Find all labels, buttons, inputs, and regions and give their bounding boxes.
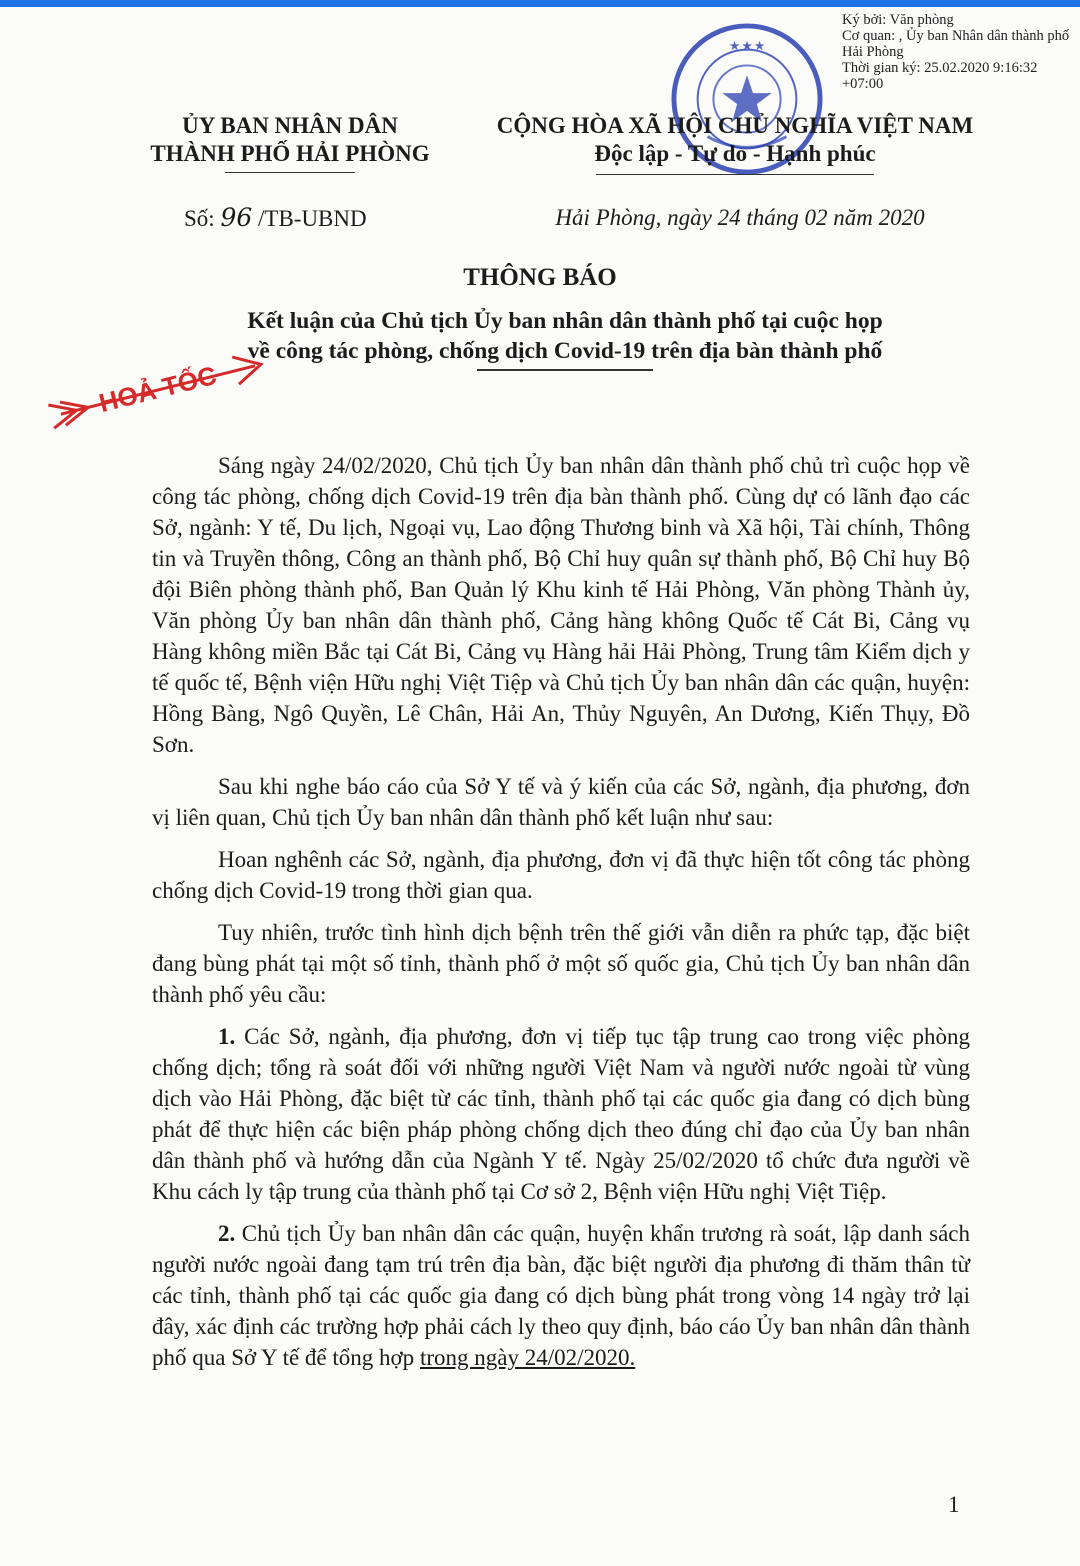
stamp-text: HOẢ TỐC <box>95 359 220 419</box>
doc-number-prefix: Số: <box>184 206 215 231</box>
nation-line2: Độc lập - Tự do - Hạnh phúc <box>594 141 876 166</box>
item2-deadline: trong ngày 24/02/2020. <box>419 1345 636 1370</box>
subtitle-divider <box>477 369 653 371</box>
item2-number: 2. <box>218 1221 236 1246</box>
item1-text: Các Sở, ngành, địa phương, đơn vị tiếp tục tập trung cao trong việc phòng chống dịch; tổng rà soát đối với những người Việt Nam và người nước ngoài từ vùng dịch vào Hải Phòng, đặc biệt từ các tỉnh, thành phố tại các quốc gia đang có dịch bùng phát để thực hiện các biện pháp phòng chống dịch theo đúng chỉ đạo của Ủy ban nhân dân thành phố và hướng dẫn của Ngành Y tế. Ngày 25/02/2020 tổ chức đưa người về Khu cách ly tập trung của thành phố tại Cơ sở 2, Bệnh viện Hữu nghị Việt Tiệp. <box>152 1024 970 1204</box>
subtitle-line2: về công tác phòng, chống dịch Covid-19 trên địa bàn thành phố <box>247 338 883 364</box>
paragraph-commendation: Hoan nghênh các Sở, ngành, địa phương, đơn vị đã thực hiện tốt công tác phòng chống dịch Covid-19 trong thời gian qua. <box>152 847 970 903</box>
issuing-agency <box>130 112 450 173</box>
svg-text:★ ★ ★: ★ ★ ★ <box>729 40 765 53</box>
document-number <box>184 203 367 232</box>
signature-signer: Ký bởi: Văn phòng <box>842 12 954 28</box>
national-motto <box>470 112 1000 175</box>
paragraph-attendees: Sáng ngày 24/02/2020, Chủ tịch Ủy ban nhân dân thành phố chủ trì cuộc họp về công tác phòng, chống dịch Covid-19 trên địa bàn thành phố. Cùng dự có lãnh đạo các Sở, ngành: Y tế, Du lịch, Ngoại vụ, Lao động Thương binh và Xã hội, Tài chính, Thông tin và Truyền thông, Công an thành phố, Bộ Chỉ huy quân sự thành phố, Bộ Chỉ huy Bộ đội Biên phòng thành phố, Ban Quản lý Khu kinh tế Hải Phòng, Văn phòng Thành ủy, Văn phòng Ủy ban nhân dân thành phố, Cảng hàng không Quốc tế Cát Bi, Cảng vụ Hàng không miền Bắc tại Cát Bi, Cảng vụ Hàng hải Hải Phòng, Trung tâm Kiểm dịch y tế quốc tế, Bệnh viện Hữu nghị Việt Tiệp và Chủ tịch Ủy ban nhân dân các quận, huyện: Hồng Bàng, Ngô Quyền, Lê Chân, Hải An, Thủy Nguyên, An Dương, Kiến Thụy, Đồ Sơn. <box>152 453 970 757</box>
document-body <box>152 450 970 1384</box>
document-title: THÔNG BÁO <box>463 264 617 291</box>
agency-divider <box>225 172 355 173</box>
top-accent-bar <box>0 0 1080 7</box>
subtitle-line1: Kết luận của Chủ tịch Ủy ban nhân dân thành phố tại cuộc họp <box>247 308 883 334</box>
digital-signature-info <box>842 12 1074 92</box>
urgent-stamp <box>38 340 278 440</box>
nation-line1: CỘNG HÒA XÃ HỘI CHỦ NGHĨA VIỆT NAM <box>496 113 974 138</box>
nation-divider <box>596 174 874 175</box>
paragraph-request-intro: Tuy nhiên, trước tình hình dịch bệnh trên thế giới vẫn diễn ra phức tạp, đặc biệt đang bùng phát tại một số tỉnh, thành phố ở một số quốc gia, Chủ tịch Ủy ban nhân dân thành phố yêu cầu: <box>152 920 970 1007</box>
paragraph-conclusion-intro: Sau khi nghe báo cáo của Sở Y tế và ý kiến của các Sở, ngành, địa phương, đơn vị liên quan, Chủ tịch Ủy ban nhân dân thành phố kết luận như sau: <box>152 774 970 830</box>
signature-agency: Cơ quan: , Ủy ban Nhân dân thành phố Hải Phòng <box>842 28 1070 60</box>
place-date: Hải Phòng, ngày 24 tháng 02 năm 2020 <box>555 205 925 230</box>
signature-time: Thời gian ký: 25.02.2020 9:16:32 +07:00 <box>842 60 1038 92</box>
item1-number: 1. <box>218 1024 236 1049</box>
list-item <box>152 1021 970 1207</box>
item2-text: Chủ tịch Ủy ban nhân dân các quận, huyện khẩn trương rà soát, lập danh sách người nước ngoài đang tạm trú trên địa bàn, đặc biệt người địa phương đi thăm thân từ các tỉnh, thành phố tại các quốc gia đang có dịch bùng phát trong vòng 14 ngày trở lại đây, xác định các trường hợp phải cách ly theo quy định, báo cáo Ủy ban nhân dân thành phố qua Sở Y tế để tổng hợp <box>152 1221 970 1370</box>
doc-number-suffix: /TB-UBND <box>258 206 367 231</box>
doc-number-value: 96 <box>220 203 253 232</box>
agency-line1: ỦY BAN NHÂN DÂN <box>182 113 398 138</box>
page-number: 1 <box>948 1492 960 1517</box>
list-item <box>152 1218 970 1373</box>
agency-line2: THÀNH PHỐ HẢI PHÒNG <box>150 141 430 166</box>
